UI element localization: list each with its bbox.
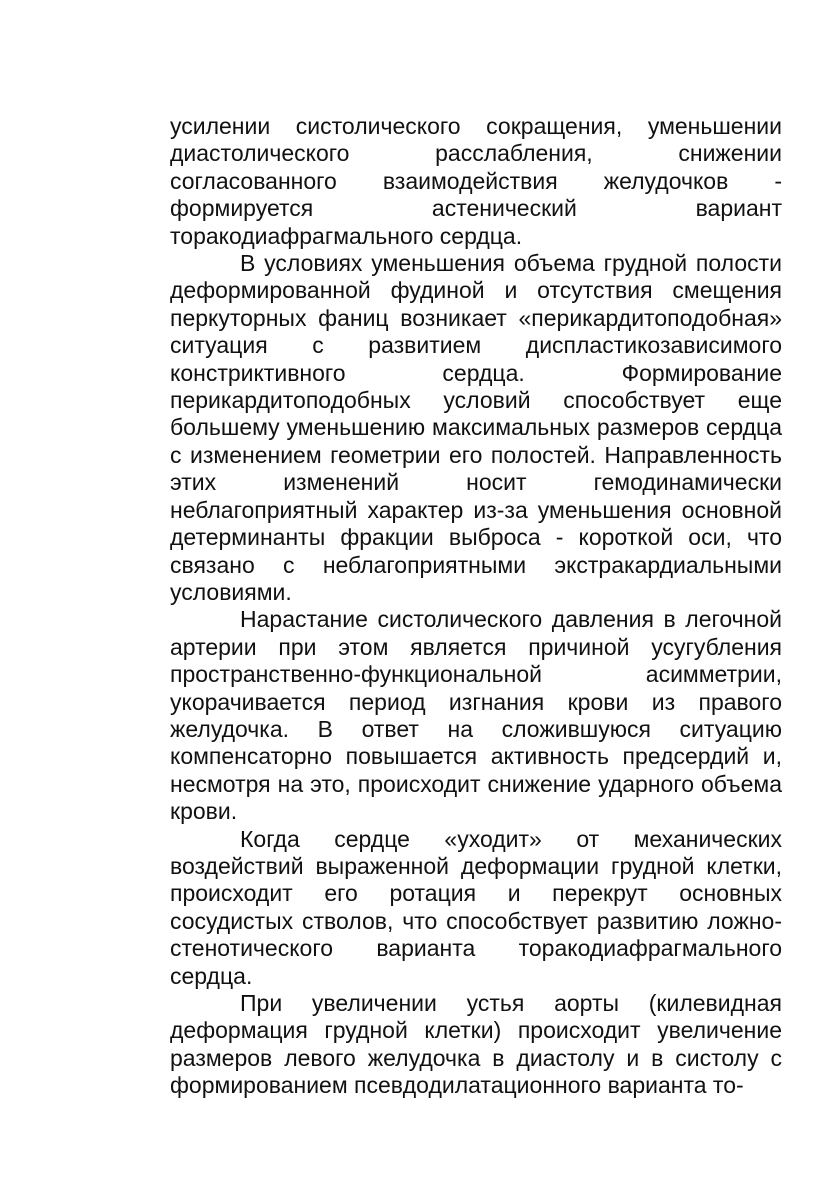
paragraph-4: Когда сердце «уходит» от механических воздействий выраженной деформации грудной клетки, происходит его ротация и перекрут основных сосудистых стволов, что способствует развитию ложно-стенотического варианта торакодиафрагмального сердца.	[170, 825, 782, 989]
body-text	[170, 113, 782, 1100]
paragraph-5: При увеличении устья аорты (килевидная деформация грудной клетки) происходит увеличение размеров левого желудочка в диастолу и в систолу с формированием псевдодилатационного варианта то-	[170, 990, 782, 1099]
paragraph-2: В условиях уменьшения объема грудной полости деформированной фудиной и отсутствия смещения перкуторных фаниц возникает «перикардитоподобная» ситуация с развитием диспластикозависимого констриктивного сердца. Формирование перикардитоподобных условий способствует еще большему уменьшению максимальных размеров сердца с изменением геометрии его полостей. Направленность этих изменений носит гемодинамически неблагоприятный характер из-за уменьшения основной детерминанты фракции выброса - короткой оси, что связано с неблагоприятными экстракардиальными условиями.	[170, 250, 782, 605]
paragraph-1: усилении систолического сокращения, уменьшении диастолического расслабления, снижении согласованного взаимодействия желудочков - формируется астенический вариант торакодиафрагмального сердца.	[170, 113, 782, 249]
paragraph-3: Нарастание систолического давления в легочной артерии при этом является причиной усугубления пространственно-функциональной асимметрии, укорачивается период изгнания крови из правого желудочка. В ответ на сложившуюся ситуацию компенсаторно повышается активность предсердий и, несмотря на это, происходит снижение ударного объема крови.	[170, 606, 782, 825]
